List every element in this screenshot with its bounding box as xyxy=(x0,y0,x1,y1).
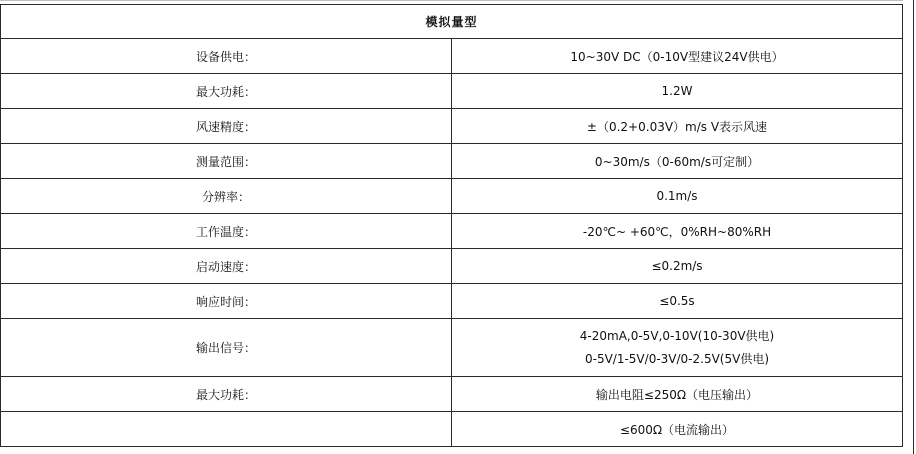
right-rule xyxy=(913,0,914,454)
table-row xyxy=(1,179,903,214)
row-value: ≤600Ω（电流输出） xyxy=(452,412,903,447)
row-value-line: 0-5V/1-5V/0-3V/0-2.5V(5V供电) xyxy=(584,351,770,366)
row-value: 10~30V DC（0-10V型建议24V供电） xyxy=(452,39,903,74)
row-value: 0~30m/s（0-60m/s可定制） xyxy=(452,144,903,179)
row-label: 分辨率： xyxy=(1,179,452,214)
row-value: 0.1m/s xyxy=(452,179,903,214)
row-label: 工作温度： xyxy=(1,214,452,249)
table-row xyxy=(1,249,903,284)
table-title: 模拟量型 xyxy=(1,5,903,39)
table-row xyxy=(1,109,903,144)
row-label: 最大功耗： xyxy=(1,377,452,412)
row-label: 响应时间： xyxy=(1,284,452,319)
spec-table xyxy=(0,4,903,447)
row-label: 风速精度： xyxy=(1,109,452,144)
row-label: 设备供电： xyxy=(1,39,452,74)
table-row xyxy=(1,74,903,109)
table-row xyxy=(1,284,903,319)
row-value: ≤0.2m/s xyxy=(452,249,903,284)
top-rule xyxy=(0,0,903,1)
row-label: 最大功耗： xyxy=(1,74,452,109)
row-label: 输出信号： xyxy=(1,319,452,377)
row-value: 1.2W xyxy=(452,74,903,109)
table-row xyxy=(1,214,903,249)
row-value: ±（0.2+0.03V）m/s V表示风速 xyxy=(452,109,903,144)
row-label xyxy=(1,412,452,447)
table-row xyxy=(1,39,903,74)
table-row xyxy=(1,144,903,179)
row-label: 启动速度： xyxy=(1,249,452,284)
table-row xyxy=(1,412,903,447)
row-value xyxy=(452,319,903,377)
row-value: -20℃~ +60℃，0%RH~80%RH xyxy=(452,214,903,249)
row-value: 输出电阻≤250Ω（电压输出） xyxy=(452,377,903,412)
row-label: 测量范围： xyxy=(1,144,452,179)
table-row xyxy=(1,377,903,412)
row-value-line: 4-20mA,0-5V,0-10V(10-30V供电) xyxy=(579,328,775,343)
table-row xyxy=(1,319,903,377)
row-value: ≤0.5s xyxy=(452,284,903,319)
